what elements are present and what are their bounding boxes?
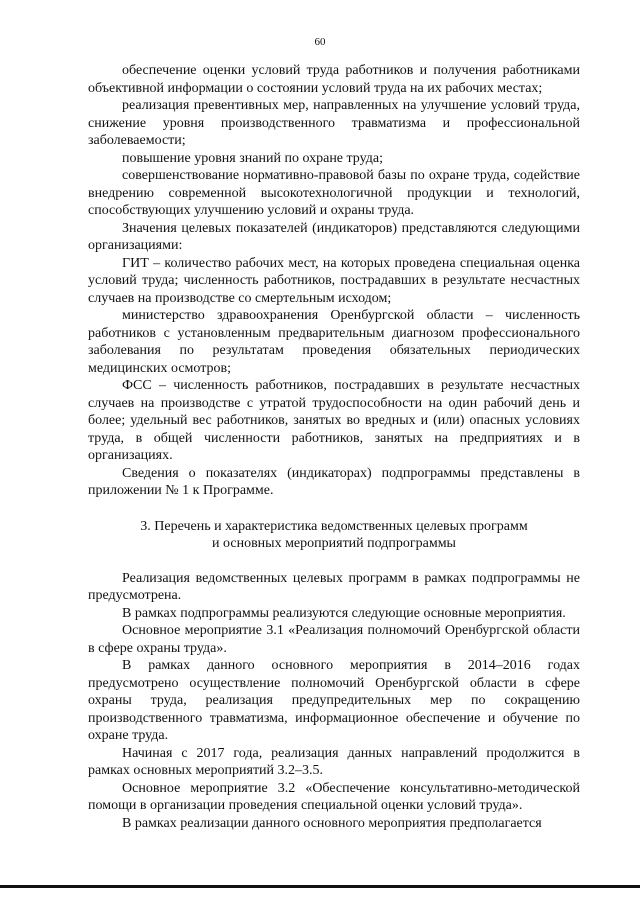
paragraph: Основное мероприятие 3.1 «Реализация полномочий Оренбургской области в сфере охраны труда». xyxy=(88,623,580,656)
paragraph: обеспечение оценки условий труда работников и получения работниками объективной информации о состоянии условий труда на их рабочих местах; xyxy=(88,63,580,96)
paragraph: Реализация ведомственных целевых программ в рамках подпрограммы не предусмотрена. xyxy=(88,570,580,603)
page-number: 60 xyxy=(314,36,326,48)
paragraph: повышение уровня знаний по охране труда; xyxy=(122,150,383,166)
section-heading xyxy=(88,518,580,553)
paragraph: В рамках данного основного мероприятия в 2014–2016 годах предусмотрено осуществление полномочий Оренбургской области в сфере охраны труда, реализация предупредительных мер по сокращению производственного травматизма, информационное обеспечение и обучение по охране труда. xyxy=(88,658,580,743)
paragraph: Сведения о показателях (индикаторах) подпрограммы представлены в приложении № 1 к Программе. xyxy=(88,465,580,498)
paragraph: В рамках подпрограммы реализуются следующие основные мероприятия. xyxy=(122,605,566,621)
paragraph: Начиная с 2017 года, реализация данных направлений продолжится в рамках основных мероприятий 3.2–3.5. xyxy=(88,745,580,778)
paragraph: Значения целевых показателей (индикаторов) представляются следующими организациями: xyxy=(88,220,580,253)
page-bottom-rule xyxy=(0,885,640,888)
paragraph: министерство здравоохранения Оренбургской области – численность работников с установленным предварительным диагнозом профессионального заболевания по результатам проведения обязательных периодических медицинских осмотров; xyxy=(88,308,580,376)
section-heading-line: и основных мероприятий подпрограммы xyxy=(212,536,456,551)
paragraph: совершенствование нормативно-правовой базы по охране труда, содействие внедрению современной высокотехнологичной продукции и технологий, способствующих улучшению условий и охраны труда. xyxy=(88,168,580,218)
paragraph: ФСС – численность работников, пострадавших в результате несчастных случаев на производстве с утратой трудоспособности на один рабочий день и более; удельный вес работников, занятых во вредных и (или) опасных условиях труда, в общей численности работников, занятых на предприятиях и в организациях. xyxy=(88,378,580,463)
paragraph: реализация превентивных мер, направленных на улучшение условий труда, снижение уровня производственного травматизма и профессиональной заболеваемости; xyxy=(88,98,580,148)
document-body xyxy=(88,62,580,832)
paragraph: В рамках реализации данного основного мероприятия предполагается xyxy=(122,815,542,831)
section-heading-line: 3. Перечень и характеристика ведомственных целевых программ xyxy=(140,518,528,534)
paragraph: Основное мероприятие 3.2 «Обеспечение консультативно-методической помощи в организации проведения специальной оценки условий труда». xyxy=(88,780,580,813)
paragraph: ГИТ – количество рабочих мест, на которых проведена специальная оценка условий труда; численность работников, пострадавших в результате несчастных случаев на производстве со смертельным исходом; xyxy=(88,255,580,306)
